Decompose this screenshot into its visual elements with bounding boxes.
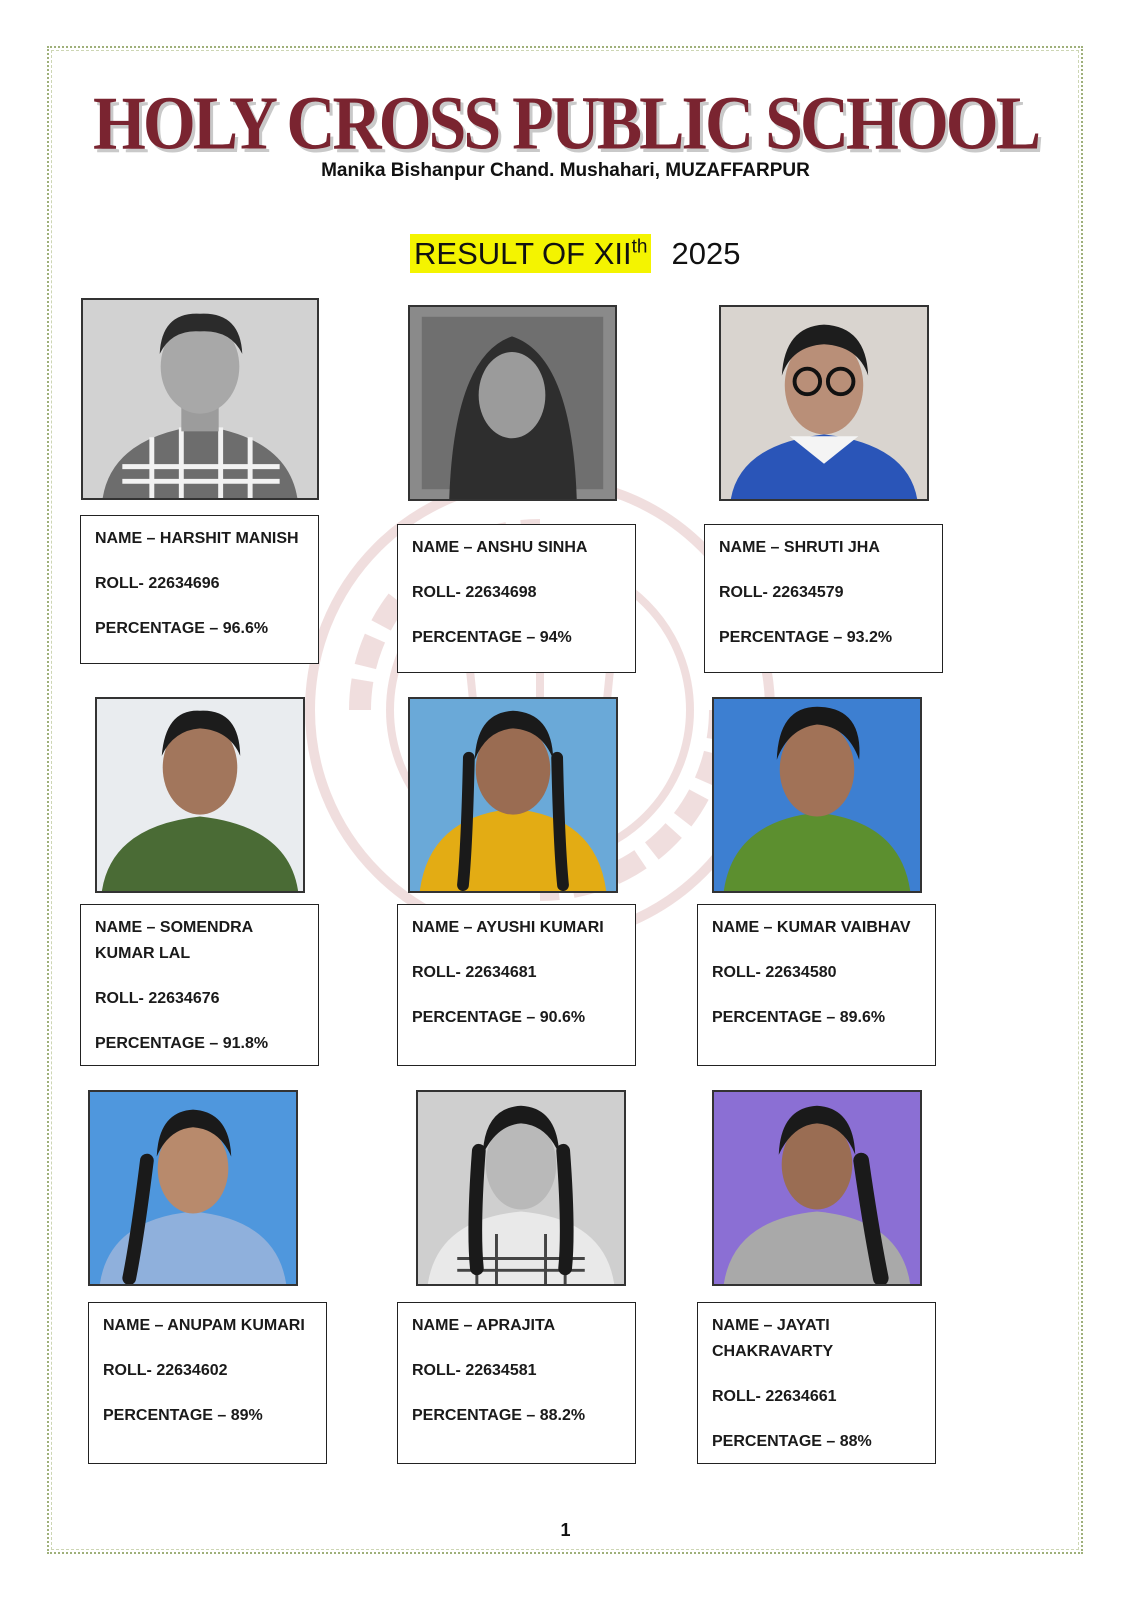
student-percentage: PERCENTAGE – 89%: [103, 1407, 263, 1424]
student-photo: [408, 697, 618, 893]
person-photo-icon: [418, 1092, 624, 1284]
student-roll: ROLL- 22634681: [412, 964, 537, 981]
student-photo: [81, 298, 319, 500]
student-roll: ROLL- 22634676: [95, 990, 220, 1007]
student-card: [697, 1302, 936, 1464]
student-photo: [416, 1090, 626, 1286]
student-percentage: PERCENTAGE – 88%: [712, 1433, 872, 1450]
student-card: [704, 524, 943, 673]
student-card: [80, 515, 319, 664]
person-photo-icon: [410, 699, 616, 891]
student-roll: ROLL- 22634580: [712, 964, 837, 981]
student-percentage: PERCENTAGE – 94%: [412, 629, 572, 646]
student-photo: [712, 1090, 922, 1286]
student-photo: [712, 697, 922, 893]
student-percentage: PERCENTAGE – 89.6%: [712, 1009, 886, 1026]
page-number: 1: [560, 1520, 571, 1540]
student-name: NAME – KUMAR VAIBHAV: [712, 919, 911, 936]
result-title-highlight: [410, 234, 651, 273]
person-photo-icon: [714, 1092, 920, 1284]
result-superscript: th: [631, 236, 648, 258]
student-roll: ROLL- 22634696: [95, 575, 220, 592]
student-photo: [408, 305, 617, 501]
person-photo-icon: [714, 699, 920, 891]
person-photo-icon: [721, 307, 927, 499]
student-card: [88, 1302, 327, 1464]
result-title: [410, 236, 740, 280]
student-roll: ROLL- 22634579: [719, 584, 844, 601]
person-photo-icon: [97, 699, 303, 891]
student-name: NAME – ANSHU SINHA: [412, 539, 588, 556]
student-roll: ROLL- 22634698: [412, 584, 537, 601]
person-photo-icon: [410, 307, 615, 499]
student-photo: [95, 697, 305, 893]
result-year: 2025: [671, 236, 741, 271]
student-percentage: PERCENTAGE – 90.6%: [412, 1009, 586, 1026]
student-name: NAME – JAYATI CHAKRAVARTY: [712, 1317, 834, 1360]
student-name: NAME – ANUPAM KUMARI: [103, 1317, 305, 1334]
student-name: NAME – SHRUTI JHA: [719, 539, 880, 556]
student-photo: [88, 1090, 298, 1286]
result-prefix: RESULT OF XII: [414, 236, 632, 271]
school-name: HOLY CROSS PUBLIC SCHOOL: [92, 80, 1039, 166]
student-percentage: PERCENTAGE – 93.2%: [719, 629, 893, 646]
school-address: Manika Bishanpur Chand. Mushahari, MUZAFFARPUR: [321, 160, 810, 181]
student-roll: ROLL- 22634581: [412, 1362, 537, 1379]
student-percentage: PERCENTAGE – 96.6%: [95, 620, 269, 637]
student-name: NAME – HARSHIT MANISH: [95, 530, 299, 547]
student-card: [397, 1302, 636, 1464]
student-name: NAME – SOMENDRA KUMAR LAL: [95, 919, 253, 962]
student-name: NAME – APRAJITA: [412, 1317, 556, 1334]
student-card: [697, 904, 936, 1066]
student-photo: [719, 305, 929, 501]
student-card: [397, 524, 636, 673]
person-photo-icon: [90, 1092, 296, 1284]
student-roll: ROLL- 22634602: [103, 1362, 228, 1379]
student-percentage: PERCENTAGE – 91.8%: [95, 1035, 269, 1052]
person-photo-icon: [83, 300, 317, 498]
student-percentage: PERCENTAGE – 88.2%: [412, 1407, 586, 1424]
student-card: [80, 904, 319, 1066]
student-name: NAME – AYUSHI KUMARI: [412, 919, 604, 936]
student-roll: ROLL- 22634661: [712, 1388, 837, 1405]
student-card: [397, 904, 636, 1066]
